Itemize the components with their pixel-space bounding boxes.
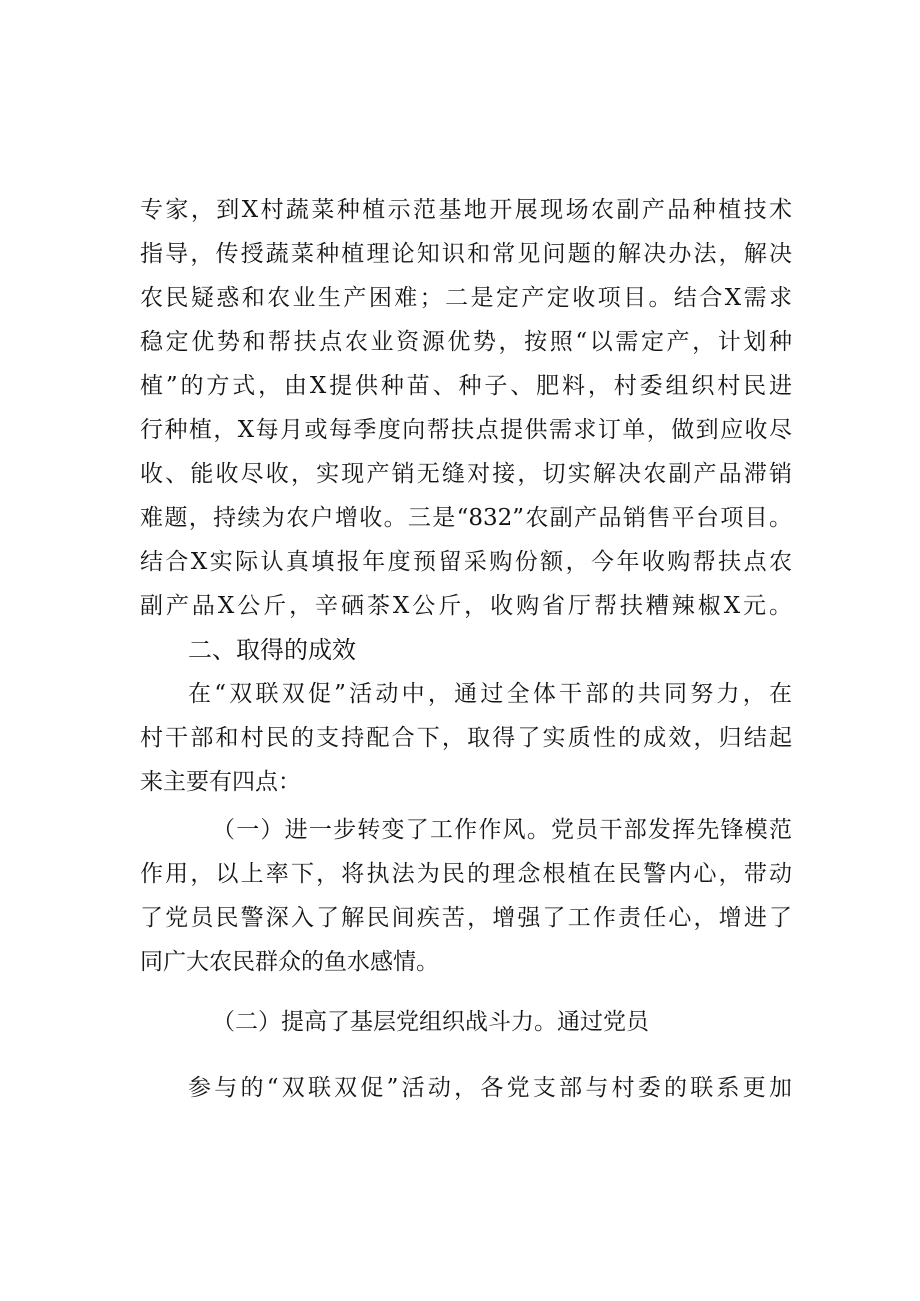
- text-line: 副产品X公斤，辛硒茶X公斤，收购省厅帮扶糟辣椒X元。: [140, 593, 792, 619]
- text-line: 同广大农民群众的鱼水感情。: [140, 949, 439, 975]
- text-line: 指导，传授蔬菜种植理论知识和常见问题的解决办法，解决: [140, 241, 792, 267]
- text-line: （一）进一步转变了工作作风。党员干部发挥先锋模范: [212, 817, 792, 843]
- text-line: 结合X实际认真填报年度预留采购份额，今年收购帮扶点农: [140, 549, 792, 575]
- text-line: 收、能收尽收，实现产销无缝对接，切实解决农副产品滞销: [140, 461, 792, 487]
- text-line: 了党员民警深入了解民间疾苦，增强了工作责任心，增进了: [140, 905, 792, 931]
- text-line: 来主要有四点：: [140, 769, 301, 795]
- text-line: 在“双联双促”活动中，通过全体干部的共同努力，在: [188, 681, 792, 707]
- text-line: 难题，持续为农户增收。三是“832”农副产品销售平台项目。: [140, 505, 792, 531]
- text-line: 专家，到X村蔬菜种植示范基地开展现场农副产品种植技术: [140, 197, 792, 223]
- text-line: 农民疑惑和农业生产困难；二是定产定收项目。结合X需求: [140, 285, 792, 311]
- text-line: 稳定优势和帮扶点农业资源优势，按照“以需定产，计划种: [140, 329, 792, 355]
- section-heading: 二、取得的成效: [188, 636, 356, 664]
- text-line: 植”的方式，由X提供种苗、种子、肥料，村委组织村民进: [140, 373, 792, 399]
- text-line: （二）提高了基层党组织战斗力。通过党员: [212, 1009, 649, 1035]
- text-line: 行种植，X每月或每季度向帮扶点提供需求订单，做到应收尽: [140, 417, 792, 443]
- text-line: 作用，以上率下，将执法为民的理念根植在民警内心，带动: [140, 861, 792, 887]
- text-line: 参与的“双联双促”活动，各党支部与村委的联系更加: [188, 1075, 792, 1101]
- text-line: 村干部和村民的支持配合下，取得了实质性的成效，归结起: [140, 725, 792, 751]
